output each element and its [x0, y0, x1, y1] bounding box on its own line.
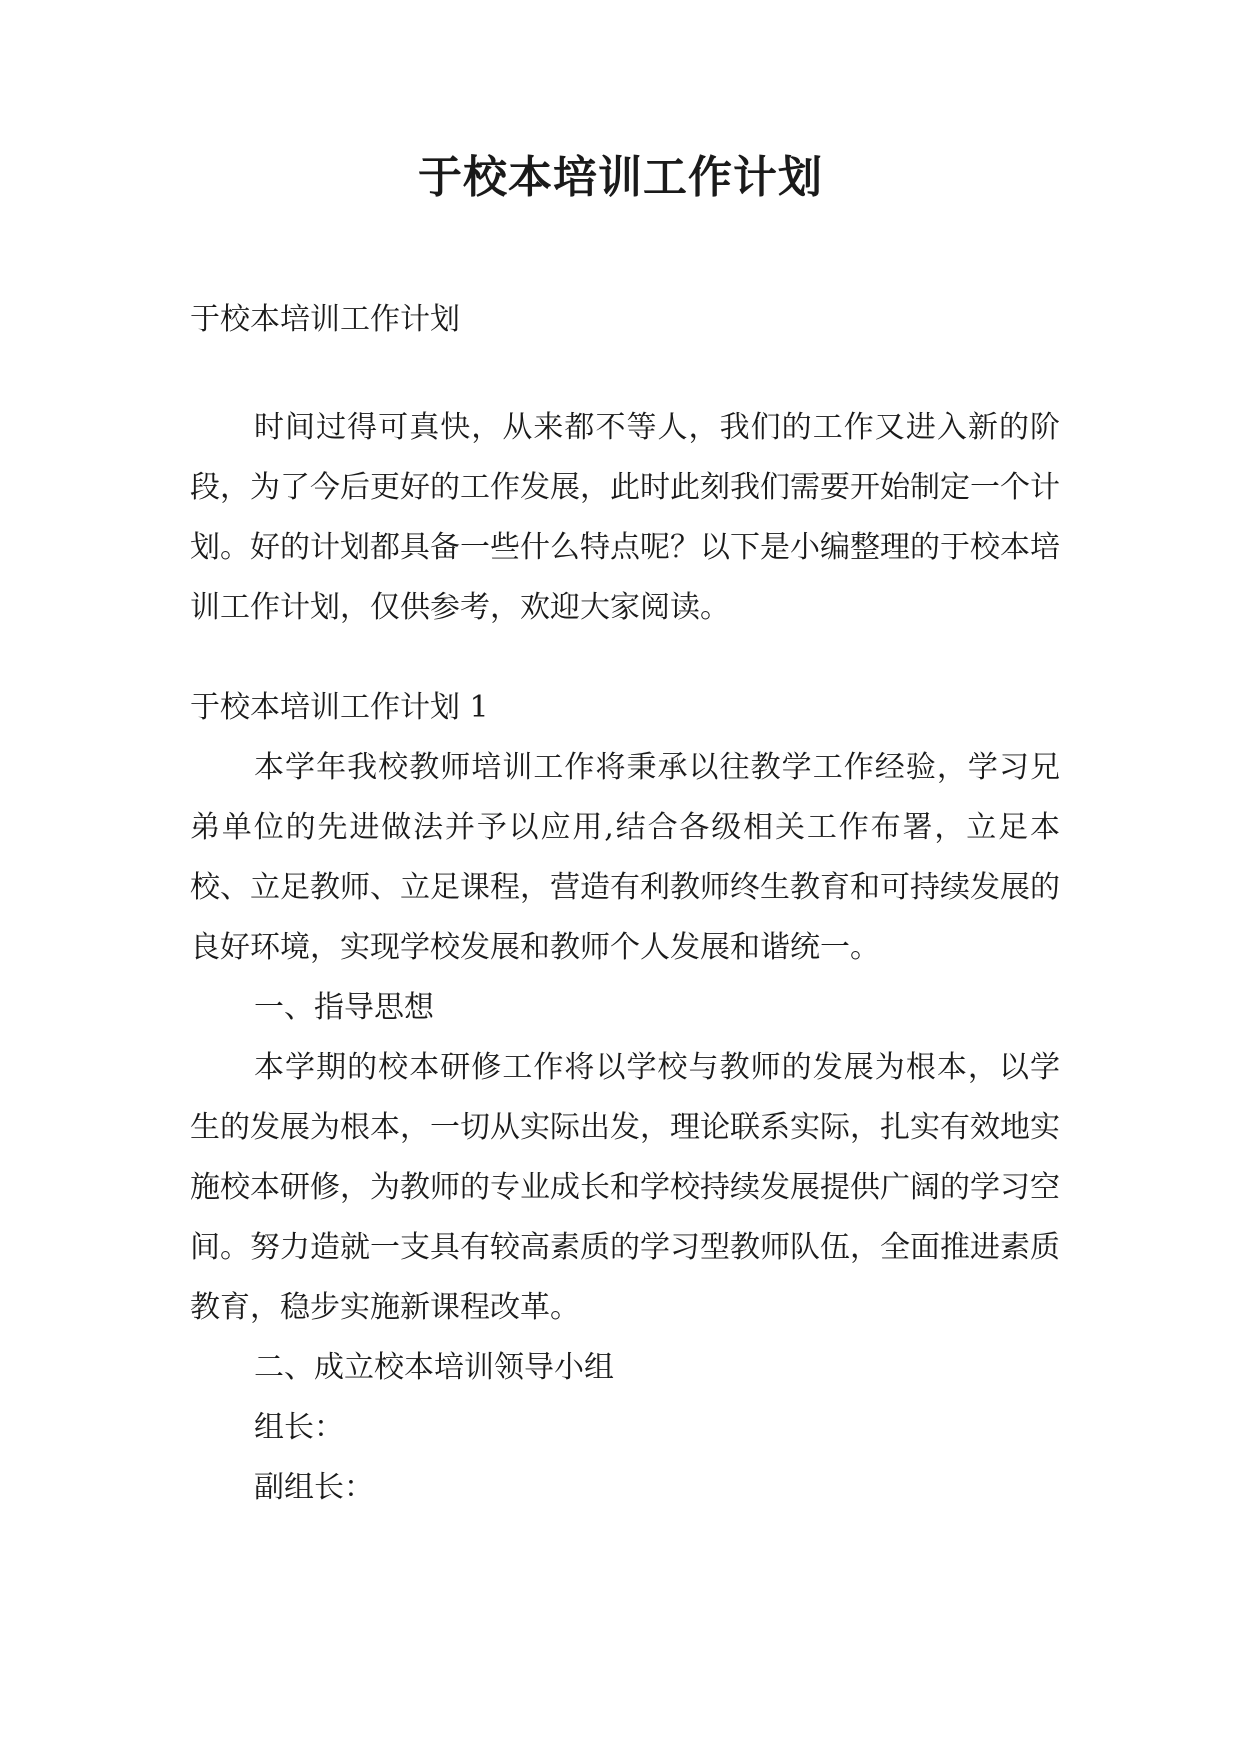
document-subtitle: 于校本培训工作计划	[190, 302, 460, 337]
group-leader-line: 组长：	[254, 1410, 344, 1445]
vice-leader-line: 副组长：	[254, 1470, 374, 1505]
document-body	[190, 290, 1060, 1518]
document-title: 于校本培训工作计划	[418, 152, 823, 203]
paragraph-1: 本学年我校教师培训工作将秉承以往教学工作经验，学习兄弟单位的先进做法并予以应用,结合各级相关工作布署，立足本校、立足教师、立足课程，营造有利教师终生教育和可持续发展的良好环境，实现学校发展和教师个人发展和谐统一。	[190, 750, 1060, 965]
intro-paragraph: 时间过得可真快，从来都不等人，我们的工作又进入新的阶段，为了今后更好的工作发展，此时此刻我们需要开始制定一个计划。好的计划都具备一些什么特点呢？以下是小编整理的于校本培训工作计划，仅供参考，欢迎大家阅读。	[190, 410, 1060, 625]
heading-leadership-group: 二、成立校本培训领导小组	[254, 1350, 614, 1385]
section-heading: 于校本培训工作计划 1	[190, 690, 489, 725]
heading-guiding-ideology: 一、指导思想	[254, 990, 434, 1025]
paragraph-2: 本学期的校本研修工作将以学校与教师的发展为根本，以学生的发展为根本，一切从实际出发，理论联系实际，扎实有效地实施校本研修，为教师的专业成长和学校持续发展提供广阔的学习空间。努力造就一支具有较高素质的学习型教师队伍，全面推进素质教育，稳步实施新课程改革。	[190, 1050, 1060, 1325]
